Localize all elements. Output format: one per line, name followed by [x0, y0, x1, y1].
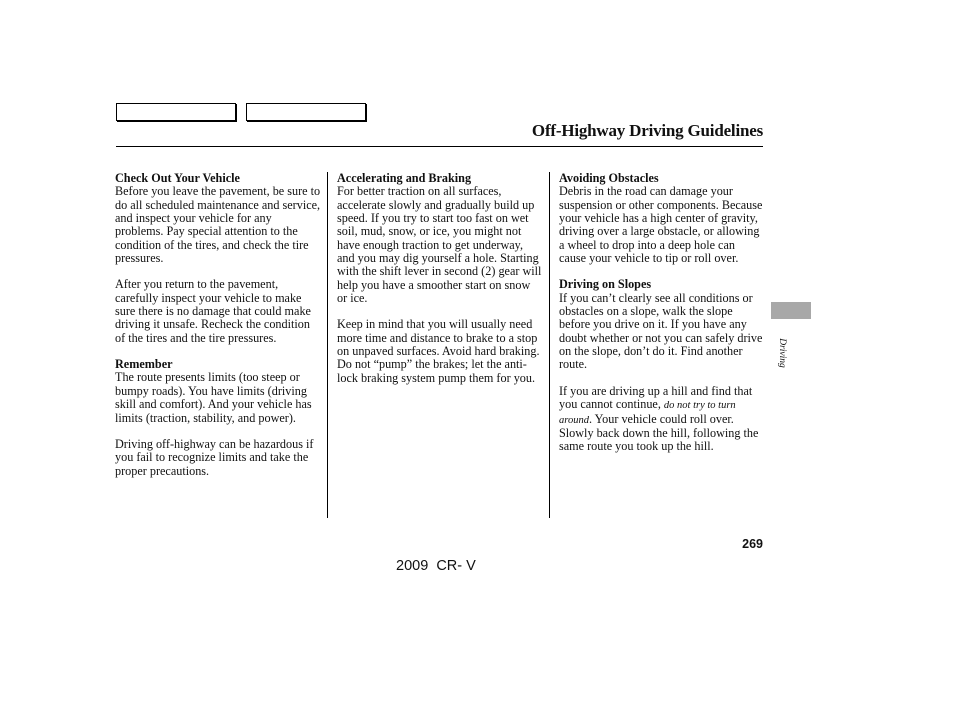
paragraph [559, 385, 765, 454]
page-number: 269 [742, 537, 763, 551]
italic-note: do not try to turn around [559, 400, 736, 426]
column-divider [327, 172, 328, 518]
column-2 [337, 172, 542, 398]
column-3 [559, 172, 765, 467]
paragraph-text: If you are driving up a hill and find that you cannot continue, [559, 383, 753, 412]
section-heading: Avoiding Obstacles [559, 171, 659, 185]
nav-button-2[interactable] [246, 103, 366, 121]
section-tab-label: Driving [777, 338, 787, 368]
section-heading: Accelerating and Braking [337, 171, 472, 185]
title-divider [116, 146, 763, 147]
paragraph: The route presents limits (too steep or bumpy roads). You have limits (driving skill and comfort). And your vehicle has limits (traction, stability, and power). [115, 370, 312, 425]
paragraph: Debris in the road can damage your suspension or other components. Because your vehicle has a high center of gravity, driving over a large obstacle, or allowing a wheel to drop into a deep hole can cause your vehicle to tip or roll over. [559, 184, 763, 266]
section-heading: Driving on Slopes [559, 277, 652, 292]
section-heading: Check Out Your Vehicle [115, 171, 240, 185]
section-tab [771, 302, 811, 319]
paragraph: For better traction on all surfaces, accelerate slowly and gradually build up speed. If you try to start too fast on wet soil, mud, snow, or ice, you might not have enough traction to get underway, and you may dig yourself a hole. Starting with the shift lever in second (2) gear will help you have a smoother start on snow or ice. [337, 184, 542, 306]
column-divider [549, 172, 550, 518]
paragraph: After you return to the pavement, carefully inspect your vehicle to make sure there is no damage that could make driving it unsafe. Recheck the condition of the tires and the tire pressures. [115, 277, 311, 345]
page-title: Off-Highway Driving Guidelines [531, 121, 763, 140]
paragraph: If you can’t clearly see all conditions or obstacles on a slope, walk the slope before you drive on it. If you have any doubt whether or not you can safely drive on the slope, don’t do it. Find another route. [559, 290, 763, 372]
paragraph: Before you leave the pavement, be sure to do all scheduled maintenance and service, and inspect your vehicle for any problems. Pay special attention to the condition of the tires, and check the tire pressures. [115, 184, 321, 266]
nav-button-1[interactable] [116, 103, 236, 121]
paragraph-text: . Your vehicle could roll over. Slowly back down the hill, following the same route you took up the hill. [559, 411, 759, 454]
paragraph: Driving off-highway can be hazardous if you fail to recognize limits and take the proper precautions. [115, 436, 314, 478]
footer-model: 2009 CR- V [396, 558, 476, 574]
column-1 [115, 172, 323, 491]
paragraph: Keep in mind that you will usually need more time and distance to brake to a stop on unpaved surfaces. Avoid hard braking. Do not “pump” the brakes; let the anti-lock braking system pump them for you. [337, 317, 540, 385]
section-heading: Remember [115, 357, 173, 372]
